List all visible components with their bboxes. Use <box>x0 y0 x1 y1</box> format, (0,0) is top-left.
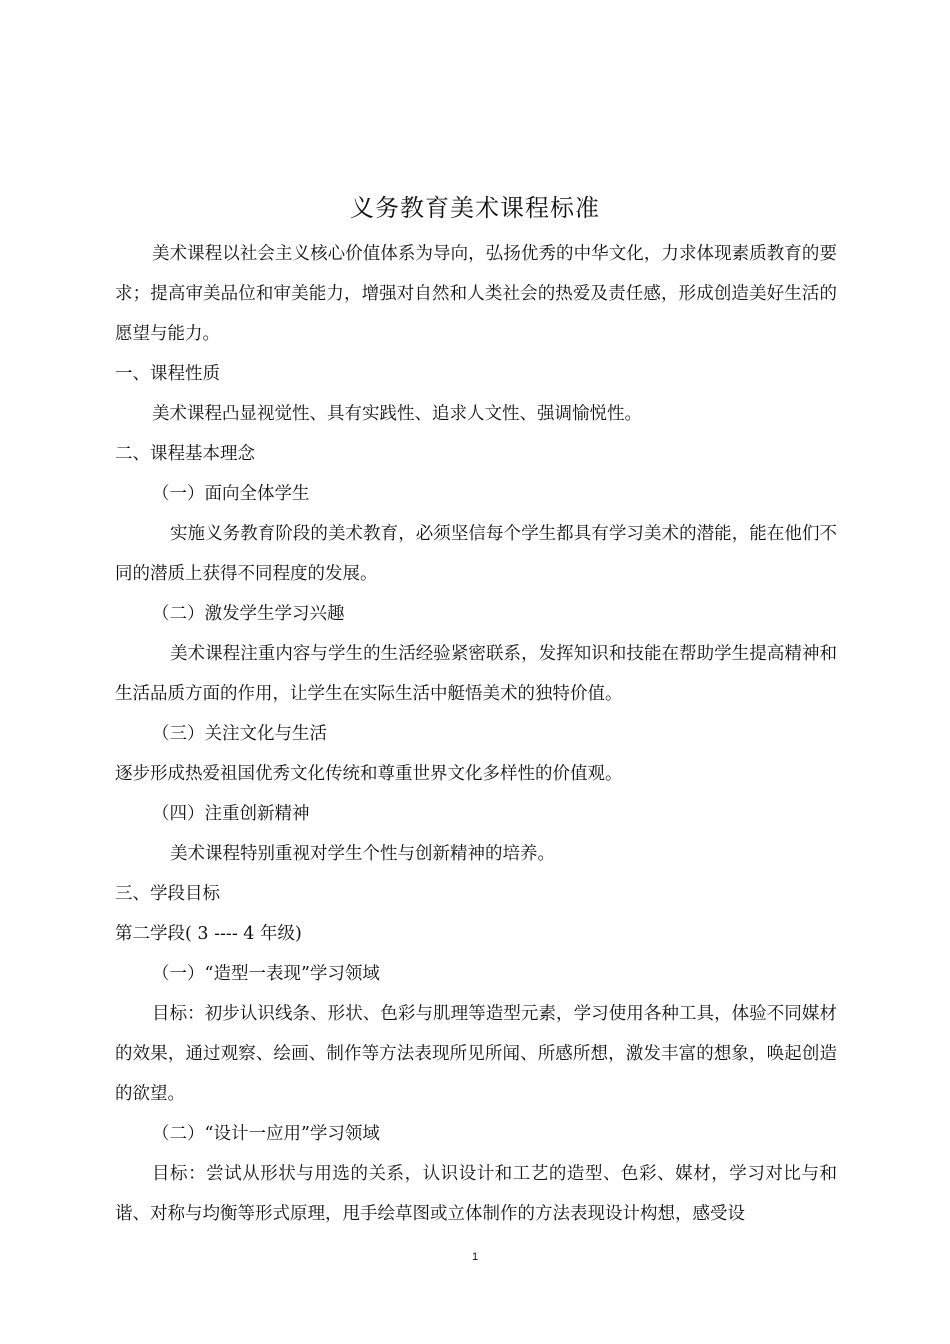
subheading-design-application: （二）“设计一应用”学习领域 <box>152 1124 380 1144</box>
document-title: 义务教育美术课程标准 <box>350 194 600 222</box>
subheading-culture-life: （三）关注文化与生活 <box>152 724 327 744</box>
section-heading-stage-goals: 三、学段目标 <box>115 884 220 904</box>
modeling-expression-paragraph: 目标：初步认识线条、形状、色彩与肌理等造型元素，学习使用各种工具，体验不同媒材的效果，通过观察、绘画、制作等方法表现所见所闻、所感所想，激发丰富的想象，唤起创造的欲望。 <box>115 1004 837 1104</box>
nature-paragraph: 美术课程凸显视觉性、具有实践性、追求人文性、强调愉悦性。 <box>152 404 642 424</box>
subheading-interest: （二）激发学生学习兴趣 <box>152 604 345 624</box>
subheading-innovation: （四）注重创新精神 <box>152 804 310 824</box>
stage-heading: 第二学段( 3 ---- 4 年级) <box>115 924 302 944</box>
subheading-modeling-expression: （一）“造型一表现”学习领域 <box>152 964 380 984</box>
page-number: 1 <box>471 1251 479 1263</box>
all-students-paragraph: 实施义务教育阶段的美术教育，必须坚信每个学生都具有学习美术的潜能，能在他们不同的潜质上获得不同程度的发展。 <box>115 524 837 584</box>
design-application-paragraph: 目标：尝试从形状与用选的关系，认识设计和工艺的造型、色彩、媒材，学习对比与和谐、对称与均衡等形式原理，甩手绘草图或立体制作的方法表现设计构想，感受设 <box>115 1164 837 1224</box>
interest-paragraph: 美术课程注重内容与学生的生活经验紧密联系，发挥知识和技能在帮助学生提高精神和生活品质方面的作用，让学生在实际生活中艇悟美术的独特价值。 <box>115 644 837 704</box>
section-heading-principles: 二、课程基本理念 <box>115 444 255 464</box>
subheading-all-students: （一）面向全体学生 <box>152 484 310 504</box>
culture-life-paragraph: 逐步形成热爱祖国优秀文化传统和尊重世界文化多样性的价值观。 <box>115 764 623 784</box>
intro-paragraph: 美术课程以社会主义核心价值体系为导向，弘扬优秀的中华文化，力求体现素质教育的要求；提高审美品位和审美能力，增强对自然和人类社会的热爱及责任感，形成创造美好生活的愿望与能力。 <box>115 244 837 344</box>
innovation-paragraph: 美术课程特别重视对学生个性与创新精神的培养。 <box>170 844 555 864</box>
section-heading-nature: 一、课程性质 <box>115 364 220 384</box>
